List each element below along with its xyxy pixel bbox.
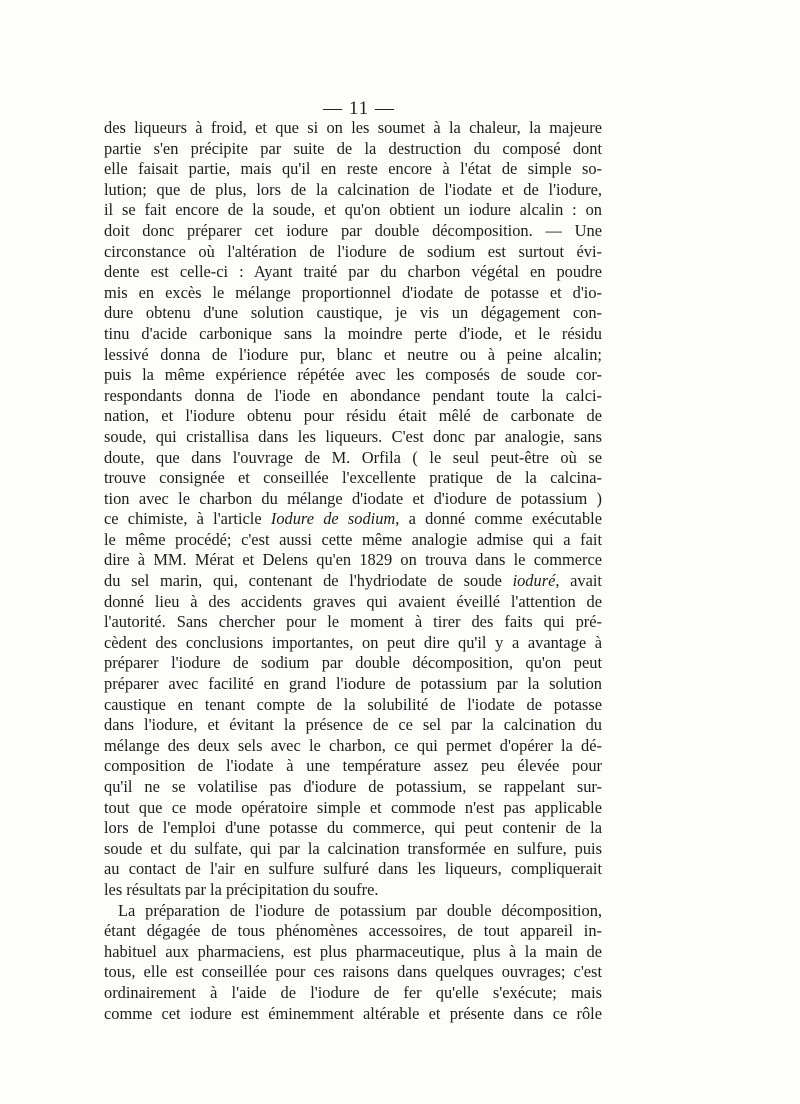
text-line: étant dégagée de tous phénomènes accessoires, de tout appareil in- [104, 921, 602, 941]
text-line: puis la même expérience répétée avec les composés de soude cor- [104, 365, 602, 385]
text-line: tout que ce mode opératoire simple et commode n'est pas applicable [104, 797, 602, 817]
text-line: nation, et l'iodure obtenu pour résidu était mêlé de carbonate de [104, 406, 602, 426]
text-line: habituel aux pharmaciens, est plus pharmaceutique, plus à la main de [104, 941, 602, 961]
text-line: circonstance où l'altération de l'iodure de sodium est surtout évi- [104, 241, 602, 261]
text-line: composition de l'iodate à une température assez peu élevée pour [104, 756, 602, 776]
body-text [104, 118, 602, 1024]
text-line: lution; que de plus, lors de la calcination de l'iodate et de l'iodure, [104, 179, 602, 199]
text-line: les résultats par la précipitation du soufre. [104, 879, 379, 899]
text-line: donné lieu à des accidents graves qui avaient éveillé l'attention de [104, 591, 602, 611]
text-line: le même procédé; c'est aussi cette même analogie admise qui a fait [104, 529, 602, 549]
text-line: des liqueurs à froid, et que si on les soumet à la chaleur, la majeure [104, 118, 602, 137]
text-line: préparer l'iodure de sodium par double décomposition, qu'on peut [104, 653, 602, 673]
text-line: lors de l'emploi d'une potasse du commerce, qui peut contenir de la [104, 818, 602, 838]
text-line: mis en excès le mélange proportionnel d'iodate de potasse et d'io- [104, 282, 602, 302]
text-line: soude, qui cristallisa dans les liqueurs. C'est donc par analogie, sans [104, 426, 602, 446]
text-line: ce chimiste, à l'article Iodure de sodium, a donné comme exécutable [104, 509, 602, 529]
text-line: préparer avec facilité en grand l'iodure de potassium par la solution [104, 674, 602, 694]
text-line: doute, que dans l'ouvrage de M. Orfila ( le seul peut-être où se [104, 447, 602, 467]
text-line: soude et du sulfate, qui par la calcination transformée en sulfure, puis [104, 838, 602, 858]
text-line: mélange des deux sels avec le charbon, ce qui permet d'opérer la dé- [104, 735, 602, 755]
text-line: tous, elle est conseillée pour ces raisons dans quelques ouvrages; c'est [104, 962, 602, 982]
text-line: dire à MM. Mérat et Delens qu'en 1829 on trouva dans le commerce [104, 550, 602, 570]
text-line: lessivé donna de l'iodure pur, blanc et neutre ou à peine alcalin; [104, 344, 602, 364]
text-line: partie s'en précipite par suite de la destruction du composé dont [104, 138, 602, 158]
text-line: dans l'iodure, et évitant la présence de ce sel par la calcination du [104, 715, 602, 735]
text-line: qu'il ne se volatilise pas d'iodure de potassium, se rappelant sur- [104, 777, 602, 796]
text-line: tion avec le charbon du mélange d'iodate et d'iodure de potassium ) [104, 488, 602, 508]
text-line: l'autorité. Sans chercher pour le moment à tirer des faits qui pré- [104, 612, 602, 632]
text-line: ordinairement à l'aide de l'iodure de fer qu'elle s'exécute; mais [104, 982, 602, 1002]
text-line: au contact de l'air en sulfure sulfuré dans les liqueurs, compliquerait [104, 859, 602, 879]
text-line: il se fait encore de la soude, et qu'on obtient un iodure alcalin : on [104, 200, 602, 220]
text-line: La préparation de l'iodure de potassium par double décomposition, [118, 900, 602, 920]
text-line: trouve consignée et conseillée l'excellente pratique de la calcina- [104, 468, 602, 488]
text-line: respondants donna de l'iode en abondance pendant toute la calci- [104, 385, 602, 405]
text-line: comme cet iodure est éminemment altérable et présente dans ce rôle [104, 1003, 602, 1023]
text-line: dente est celle-ci : Ayant traité par du charbon végétal en poudre [104, 262, 602, 282]
text-line: cèdent des conclusions importantes, on peut dire qu'il y a avantage à [104, 632, 602, 652]
text-line: du sel marin, qui, contenant de l'hydriodate de soude ioduré, avait [104, 571, 602, 591]
text-line: elle faisait partie, mais qu'il en reste encore à l'état de simple so- [104, 159, 602, 179]
text-line: caustique en tenant compte de la solubilité de l'iodate de potasse [104, 694, 602, 714]
page-number: — 11 — [323, 98, 395, 119]
text-line: dure obtenu d'une solution caustique, je vis un dégagement con- [104, 303, 602, 323]
text-line: tinu d'acide carbonique sans la moindre perte d'iode, et le résidu [104, 323, 602, 343]
text-line: doit donc préparer cet iodure par double décomposition. — Une [104, 220, 602, 240]
